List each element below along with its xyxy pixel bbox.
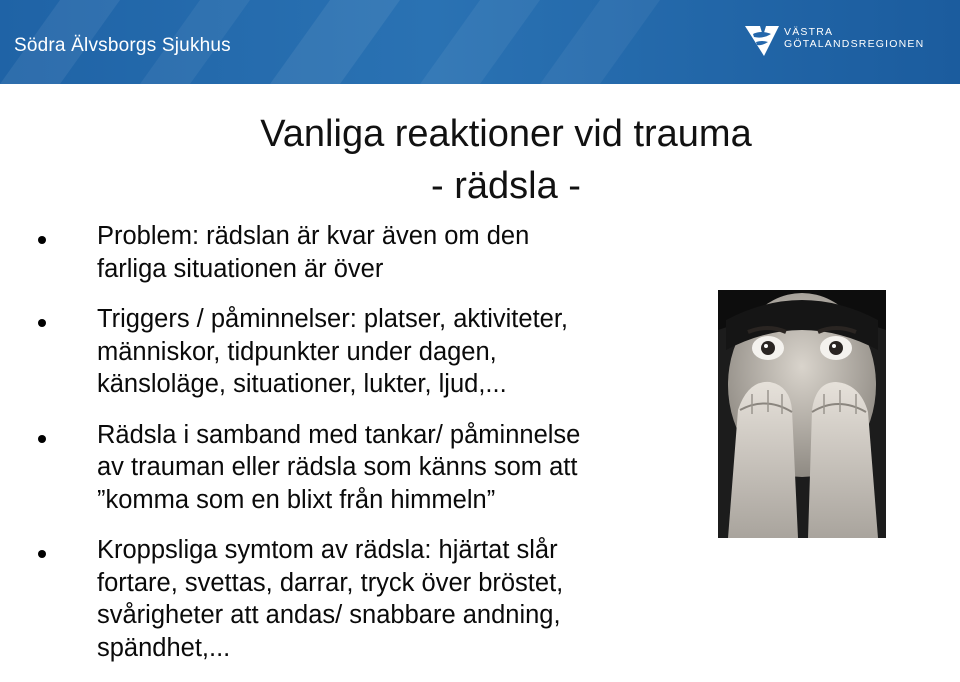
logo-line-2: GÖTALANDSREGIONEN (784, 38, 925, 50)
bullet-text-line: farliga situationen är över (97, 254, 384, 283)
bullet-text-line: ”komma som en blixt från himmeln” (97, 485, 496, 514)
bullet-dot-icon (38, 236, 46, 244)
bullet-list (38, 220, 678, 682)
bullet-text-line: Problem: rädslan är kvar även om den (97, 222, 530, 250)
bullet-dot-icon (38, 319, 46, 327)
bullet-text-line: spändhet,... (97, 633, 231, 662)
bullet-text-line: svårigheter att andas/ snabbare andning, (97, 601, 561, 629)
logo-line-1: VÄSTRA (784, 26, 834, 38)
title-line-1: Vanliga reaktioner vid trauma (260, 113, 752, 155)
bullet-dot-icon (38, 550, 46, 558)
photo-illustration (718, 290, 886, 538)
bullet-item (38, 419, 678, 517)
slide-title (200, 108, 812, 212)
bullet-text-line: människor, tidpunkter under dagen, (97, 337, 497, 366)
logo-wordmark (784, 26, 924, 50)
bullet-text-line: Triggers / påminnelser: platser, aktiviteter, (97, 305, 569, 333)
bullet-text-line: Rädsla i samband med tankar/ påminnelse (97, 420, 581, 449)
frightened-face-photo (718, 290, 886, 538)
bullet-dot-icon (38, 435, 46, 443)
bullet-text-line: känsloläge, situationer, lukter, ljud,... (97, 370, 507, 398)
bullet-item (38, 303, 678, 401)
bullet-item (38, 220, 678, 285)
organization-name: Södra Älvsborgs Sjukhus (14, 35, 231, 56)
bullet-item (38, 534, 678, 664)
slide-header (0, 0, 960, 84)
title-line-2: - rädsla - (431, 165, 581, 207)
bullet-text-line: av trauman eller rädsla som känns som att (97, 453, 578, 481)
vgr-logo-icon (742, 20, 782, 60)
bullet-text-line: fortare, svettas, darrar, tryck över bröstet, (97, 568, 564, 597)
bullet-text-line: Kroppsliga symtom av rädsla: hjärtat slår (97, 536, 558, 564)
